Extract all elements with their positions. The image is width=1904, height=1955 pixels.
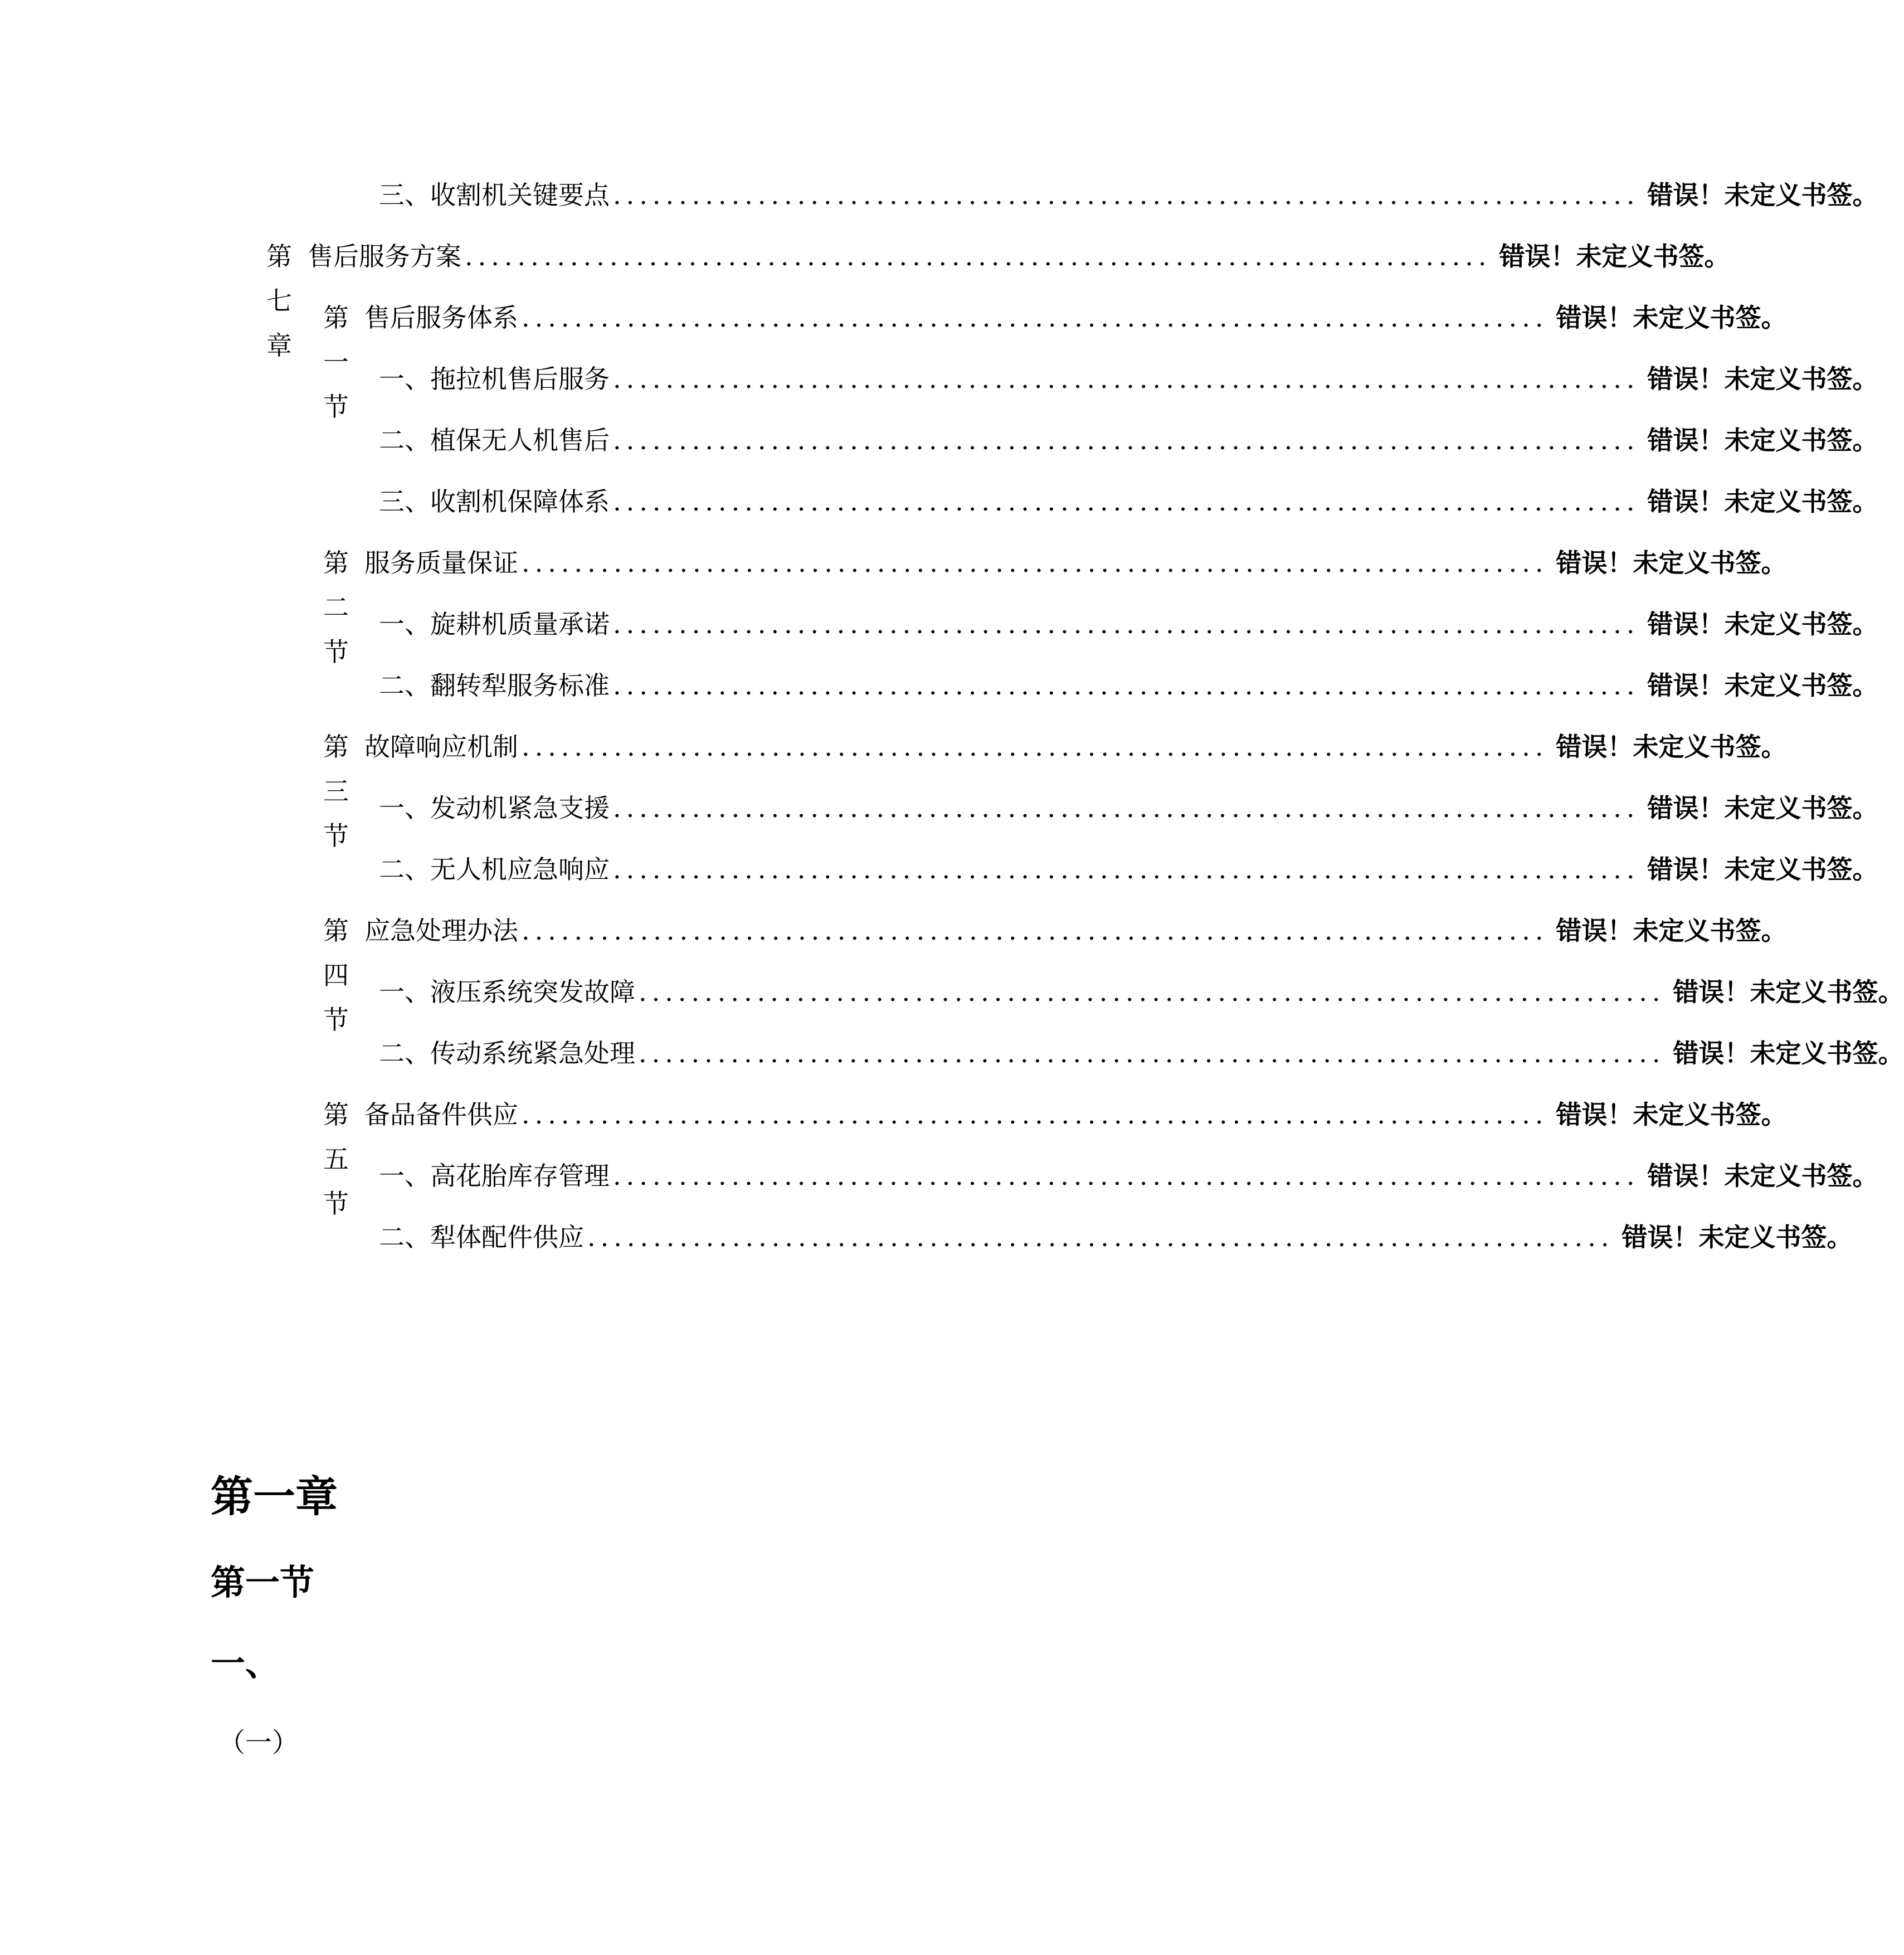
toc-entry[interactable] <box>379 602 1878 646</box>
toc-page-reference: 错误！未定义书签。 <box>1673 977 1904 1007</box>
toc-entry[interactable] <box>379 1154 1878 1198</box>
toc-entry-title: 收割机关键要点 <box>430 180 610 210</box>
dot-leader: .............................................................................. <box>613 1161 1640 1191</box>
toc-entry-title: 犁体配件供应 <box>430 1222 584 1252</box>
dot-leader: .............................................................................. <box>639 1038 1666 1068</box>
toc-entry[interactable] <box>379 1031 1904 1076</box>
toc-entry-title: 无人机应急响应 <box>430 854 610 884</box>
toc-entry-number: 三、 <box>379 487 430 517</box>
toc-entry-title: 服务质量保证 <box>364 548 518 578</box>
toc-entry-number: 二、 <box>379 854 430 884</box>
dot-leader: .............................................................................. <box>522 732 1548 762</box>
toc-entry-number: 第三节 <box>323 732 349 851</box>
dot-leader: .............................................................................. <box>639 977 1666 1007</box>
chapter-heading: 第一章 <box>211 1472 338 1521</box>
toc-entry-title: 售后服务方案 <box>308 241 461 271</box>
toc-entry[interactable] <box>379 786 1878 830</box>
dot-leader: .............................................................................. <box>613 854 1640 884</box>
toc-entry-number: 三、 <box>379 180 430 210</box>
toc-entry-number: 二、 <box>379 1038 430 1068</box>
toc-page-reference: 错误！未定义书签。 <box>1647 670 1878 701</box>
subsection-heading: 一、 <box>211 1643 280 1684</box>
toc-entry-title: 拖拉机售后服务 <box>430 364 610 394</box>
dot-leader: .............................................................................. <box>587 1222 1614 1252</box>
toc-entry-title: 高花胎库存管理 <box>430 1161 610 1191</box>
item-heading: （一） <box>218 1727 299 1758</box>
dot-leader: .............................................................................. <box>613 793 1640 823</box>
toc-entry-number: 二、 <box>379 1222 430 1252</box>
toc-entry-title: 翻转犁服务标准 <box>430 670 610 701</box>
toc-entry-title: 传动系统紧急处理 <box>430 1038 635 1068</box>
toc-entry[interactable] <box>379 173 1878 217</box>
dot-leader: .............................................................................. <box>522 548 1548 578</box>
toc-page-reference: 错误！未定义书签。 <box>1647 793 1878 823</box>
toc-entry-title: 旋耕机质量承诺 <box>430 609 610 639</box>
dot-leader: .............................................................................. <box>522 303 1548 333</box>
toc-page-reference: 错误！未定义书签。 <box>1556 1100 1787 1130</box>
toc-entry-number: 二、 <box>379 425 430 455</box>
toc-page-reference: 错误！未定义书签。 <box>1673 1038 1904 1068</box>
toc-entry-number: 一、 <box>379 793 430 823</box>
toc-entry[interactable] <box>379 1215 1853 1259</box>
toc-entry-number: 第一节 <box>323 303 349 422</box>
toc-page-reference: 错误！未定义书签。 <box>1647 1161 1878 1191</box>
toc-page-reference: 错误！未定义书签。 <box>1647 854 1878 884</box>
dot-leader: .............................................................................. <box>522 916 1548 946</box>
toc-page-reference: 错误！未定义书签。 <box>1556 548 1787 578</box>
dot-leader: .............................................................................. <box>613 180 1640 210</box>
toc-entry-title: 植保无人机售后 <box>430 425 610 455</box>
toc-entry[interactable] <box>379 847 1878 892</box>
toc-entry-number: 二、 <box>379 670 430 701</box>
toc-entry-number: 第二节 <box>323 548 349 667</box>
toc-page-reference: 错误！未定义书签。 <box>1556 916 1787 946</box>
toc-entry-title: 发动机紧急支援 <box>430 793 610 823</box>
toc-page-reference: 错误！未定义书签。 <box>1647 425 1878 455</box>
toc-entry-number: 第四节 <box>323 916 349 1035</box>
toc-entry[interactable] <box>379 970 1904 1014</box>
toc-entry-number: 一、 <box>379 364 430 394</box>
toc-entry-title: 收割机保障体系 <box>430 487 610 517</box>
toc-page-reference: 错误！未定义书签。 <box>1647 487 1878 517</box>
dot-leader: .............................................................................. <box>613 609 1640 639</box>
dot-leader: .............................................................................. <box>613 670 1640 701</box>
toc-page-reference: 错误！未定义书签。 <box>1647 364 1878 394</box>
toc-entry[interactable] <box>379 663 1878 708</box>
toc-entry-number: 一、 <box>379 977 430 1007</box>
toc-entry-number: 一、 <box>379 609 430 639</box>
toc-page-reference: 错误！未定义书签。 <box>1647 609 1878 639</box>
dot-leader: .............................................................................. <box>465 241 1492 271</box>
toc-page-reference: 错误！未定义书签。 <box>1556 303 1787 333</box>
toc-page-reference: 错误！未定义书签。 <box>1621 1222 1853 1252</box>
toc-entry-title: 故障响应机制 <box>364 732 518 762</box>
section-heading: 第一节 <box>211 1562 315 1603</box>
toc-entry-number: 第七章 <box>266 241 292 361</box>
toc-entry-number: 第五节 <box>323 1100 349 1219</box>
toc-page-reference: 错误！未定义书签。 <box>1556 732 1787 762</box>
toc-entry-number: 一、 <box>379 1161 430 1191</box>
dot-leader: .............................................................................. <box>613 487 1640 517</box>
toc-entry[interactable] <box>379 357 1878 401</box>
dot-leader: .............................................................................. <box>613 425 1640 455</box>
toc-entry-title: 售后服务体系 <box>364 303 518 333</box>
dot-leader: .............................................................................. <box>613 364 1640 394</box>
dot-leader: .............................................................................. <box>522 1100 1548 1130</box>
toc-entry-title: 液压系统突发故障 <box>430 977 635 1007</box>
toc-page-reference: 错误！未定义书签。 <box>1499 241 1730 271</box>
toc-entry[interactable] <box>379 418 1878 463</box>
toc-entry[interactable] <box>379 479 1878 524</box>
toc-entry-title: 应急处理办法 <box>364 916 518 946</box>
toc-entry-title: 备品备件供应 <box>364 1100 518 1130</box>
toc-page-reference: 错误！未定义书签。 <box>1647 180 1878 210</box>
